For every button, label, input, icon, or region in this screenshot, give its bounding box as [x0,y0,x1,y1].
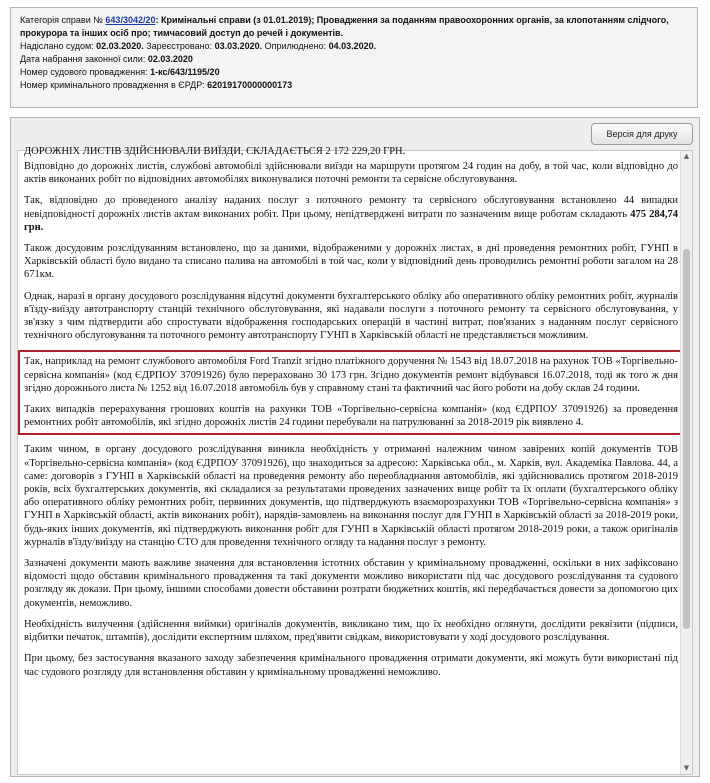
paragraph-2-text: Так, відповідно до проведеного аналізу наданих послуг з поточного ремонту та сервісного обслуговування встановлено 44 випадки невідповідності дорожніх листів актам виконаних робіт. При цьому, непідтверджені витрати по зазначеним вище роботам складають [24,195,678,220]
highlighted-paragraph-2: Таких випадків перерахування грошових коштів на рахунки ТОВ «Торгівельно-сервісна компанія» (код ЄДРПОУ 37091926) за проведення ремонтних робіт автомобілів, які згідно дорожніх листів 24 години перебували на патрулюванні за 2018-2019 рік виявлено 4. [24,404,678,429]
category-label: Категорія справи № [20,15,103,25]
proceeding-number-row [20,66,688,79]
effective-date-row [20,53,688,66]
paragraph-5: Таким чином, в органу досудового розслідування виникла необхідність у отриманні належним чином завірених копій документів ТОВ «Торгівельно-сервісна компанія» (код ЄДРПОУ 37091926), що знаходиться за адресою: Харківська обл., м. Харків, вул. Академіка Павлова. 44, а саме: договорів з ГУНП в Харківській області на проведення ремонту або переобладнання автомобілів, які здійснювались протягом 2018-2019 років, всіх бухгалтерських документів, які складалися за результатами проведених зазначених вище робіт та їх оплати (бухгалтерського обліку або оперативного обліку ремонтних робіт, первинних документів, що підтверджують взаєморозрахунки ТОВ «Торгівельно-сервісна компанія» з ГУНП в Харківській області, актів виконаних робіт), нарядів-замовлень на виконання послуг для ГУНП в Харківській області за 2018-2019 роки, будь-яких інших документів, які підтверджують виконання робіт для ГУНП в Харківській області протягом 2018-2019 роки, а також оригіналів журналів в'їзду/виїзду на станцію СТО для проведення технічного огляду та надання послуг з ремонту. [24,444,678,548]
document-text [24,146,678,687]
document-panel [10,117,700,777]
paragraph-2 [24,194,678,234]
paragraph-7: Необхідність вилучення (здійснення виймки) оригіналів документів, викликано тим, що їх необхідно оглянути, дослідити реквізити (підписи, відбитки печаток, штампів), дослідити експертним шляхом, пред'явити свідкам, використовувати у ході досудового розслідування. [24,618,678,644]
case-number-link[interactable]: 643/3042/20 [105,15,156,25]
highlighted-block [18,350,686,435]
print-version-button[interactable]: Версія для друку [591,123,693,145]
paragraph-6: Зазначені документи мають важливе значення для встановлення істотних обставин у кримінальному провадженні, оскільки в них зафіксовано відомості щодо обставин кримінального провадження та такі документи можливо використати під час досудового розслідування та судового розгляду як докази. При цьому, іншими способами довести обставини розтрати бюджетних коштів, які передбачається довести за допомогою цих документів, неможливо. [24,558,678,609]
published-date: 04.03.2020. [328,41,377,51]
paragraph-4: Однак, наразі в органу досудового розслідування відсутні документи бухгалтерського обліку або оперативного обліку ремонтних робіт, журналів в'їзду-виїзду автотранспорту станцій технічного обслуговування, які надавали послуги з поточного ремонту та сервісного обслуговування, у зв'язку з чим підтвердити або спростувати відображення господарських операцій в частині витрат, пов'язаних з наданням послуг сервісного технічного обслуговування та поточного ремонту автотранспорту ГУНП в Харківській області не представляється можливим. [24,290,678,342]
sent-label: Надіслано судом: [20,41,94,51]
category-text: : Кримінальні справи (з 01.01.2019); Провадження за поданням правоохоронних органів, за клопотанням слідчого, [155,15,669,25]
paragraph-1: Відповідно до дорожніх листів, службові автомобілі здійснювали виїзди на маршрути протягом 24 годин на добу, в той час, коли відповідно до актів виконаних робіт по відповідних автомобілях виконувалися поточні ремонти та сервісне обслуговування. [24,161,678,186]
proceeding-label: Номер судового провадження: [20,67,148,77]
erdr-label: Номер кримінального провадження в ЄРДР: [20,80,205,90]
scrollbar-thumb[interactable] [683,249,690,629]
scroll-up-arrow-icon[interactable]: ▲ [683,152,690,160]
registered-date: 03.03.2020. [214,41,263,51]
erdr-number-row [20,79,688,92]
category-text-continued: прокурора та інших осіб про; тимчасовий доступ до речей і документів. [20,28,344,38]
highlighted-paragraph-1: Так, наприклад на ремонт службового автомобіля Ford Tranzit згідно платіжного доручення № 1543 від 18.07.2018 на рахунок ТОВ «Торгівельно-сервісна компанія» (код ЄДРПОУ 37091926) було перераховано 30 173 грн. Згідно документів ремонт відбувався 16.07.2018, тоді як того ж дня згідно дорожнього листа № 1252 від 16.07.2018 автомобіль був у справному стані та фактичний час його роботи на добу склав 24 години. [24,356,678,394]
registered-label: Зареєстровано: [146,41,213,51]
effective-date: 02.03.2020 [147,54,193,64]
sent-date: 02.03.2020. [96,41,144,51]
vertical-scrollbar[interactable] [680,151,692,774]
paragraph-3: Також досудовим розслідуванням встановлено, що за даними, відображеними у дорожніх листах, в дні проведення ремонтних робіт, ГУНП в Харківській області було видано та списано палива на автомобілі в той час, коли у відповідний день проводились ремонтні роботи загалом на 28 671км. [24,243,678,281]
published-label: Оприлюднено: [264,41,327,51]
dates-row [20,40,688,53]
document-viewer[interactable] [17,146,693,775]
paragraph-8: При цьому, без застосування вказаного заходу забезпечення кримінального провадження отримати документи, які можуть бути використані під час судового розгляду для встановлення обставин у кримінальному провадженні неможливо. [24,653,678,678]
cut-off-line: ДОРОЖНІХ ЛИСТІВ ЗДІЙСНЮВАЛИ ВИЇЗДИ, СКЛАДАЄТЬСЯ 2 172 229,20 ГРН. [24,146,406,157]
case-metadata-panel [10,7,698,108]
case-category-row [20,14,688,27]
effective-label: Дата набрання законної сили: [20,54,146,64]
paragraph-2-amount: 475 284,74 грн. [24,208,678,233]
erdr-number: 62019170000000173 [207,80,293,90]
proceeding-number: 1-кс/643/1195/20 [150,67,220,77]
scroll-down-arrow-icon[interactable]: ▼ [683,764,690,772]
